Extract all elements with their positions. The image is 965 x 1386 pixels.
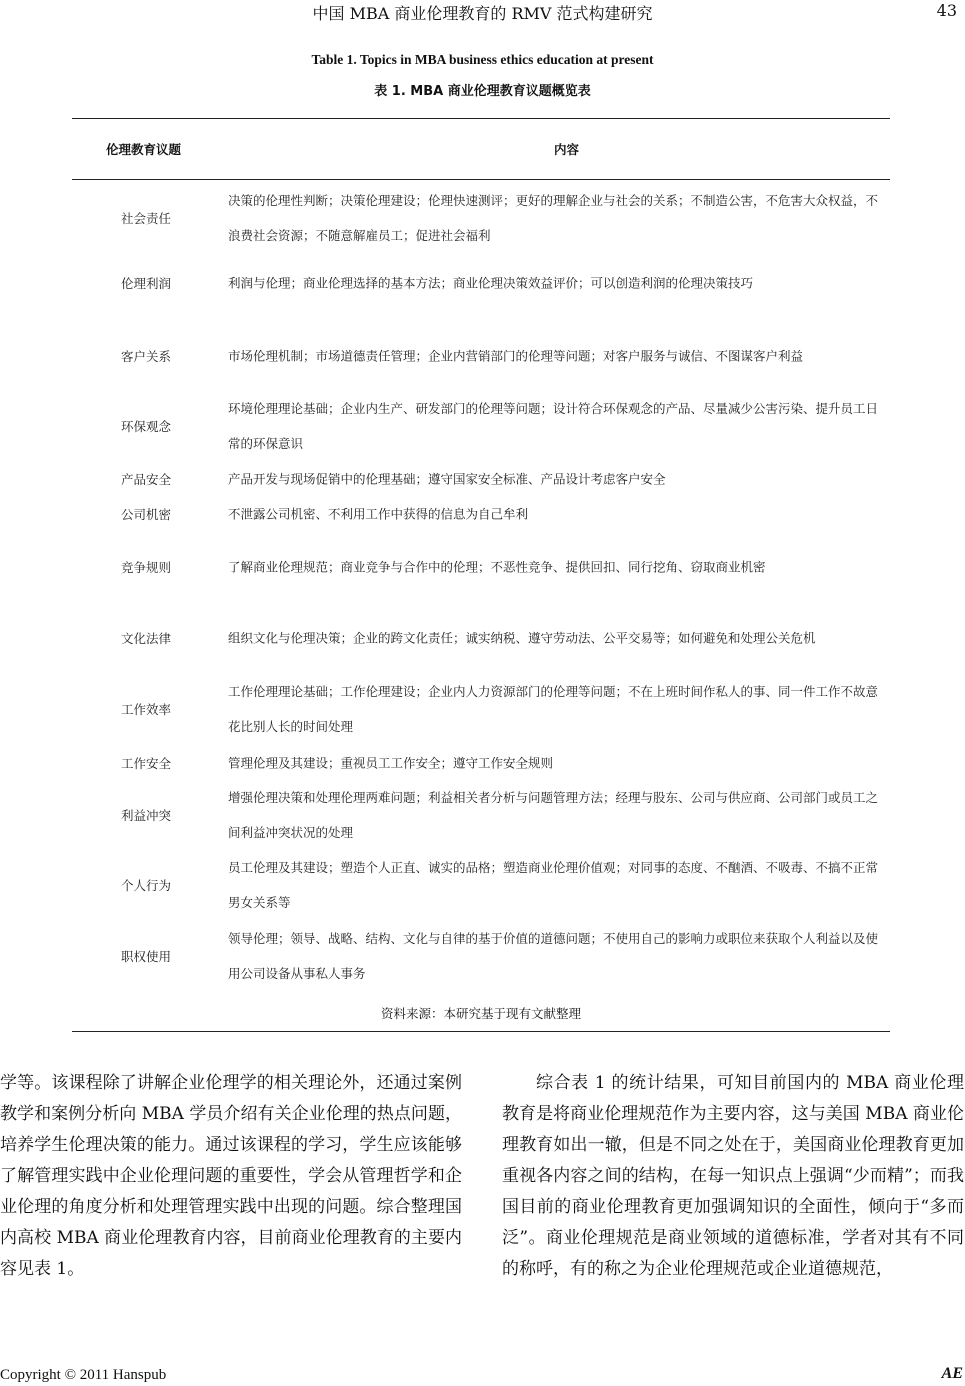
right-column-paragraph: 综合表 1 的统计结果，可知目前国内的 MBA 商业伦理教育是将商业伦理规范作为主要内容，这与美国 MBA 商业伦理教育如出一辙，但是不同之处在于，美国商业伦理教育更加重视各内容之间的结构，在每一知识点上强调“少而精”；而我国目前的商业伦理教育更加强调知识的全面性，倾向于“多而泛”。商业伦理规范是商业领域的道德标准，学者对其有不同的称呼，有的称之为企业伦理规范或企业道德规范， xyxy=(502,1073,964,1279)
content-cell: 了解商业伦理规范；商业竞争与合作中的伦理；不恶性竞争、提供回扣、同行挖角、窃取商业机密 xyxy=(228,559,766,575)
table-bottom-rule xyxy=(72,1031,890,1032)
table-row xyxy=(72,391,890,461)
table-row xyxy=(72,183,890,253)
content-cell: 市场伦理机制；市场道德责任管理；企业内营销部门的伦理等问题；对客户服务与诚信、不图谋客户利益 xyxy=(228,348,804,364)
table-header-rule xyxy=(72,179,890,180)
content-cell: 工作伦理理论基础；工作伦理建设；企业内人力资源部门的伦理等问题；不在上班时间作私人的事、同一件工作不故意花比别人长的时间处理 xyxy=(228,684,879,734)
page-number: 43 xyxy=(936,1,957,20)
header-topic: 伦理教育议题 xyxy=(106,142,182,157)
table-row xyxy=(72,921,890,991)
running-header xyxy=(0,0,965,26)
table-top-rule xyxy=(72,118,890,119)
table-row xyxy=(72,496,890,532)
topic-cell: 工作效率 xyxy=(120,702,171,717)
content-cell: 员工伦理及其建设；塑造个人正直、诚实的品格；塑造商业伦理价值观；对同事的态度、不酗酒、不吸毒、不搞不正常男女关系等 xyxy=(228,860,879,910)
topic-cell: 利益冲突 xyxy=(120,808,171,823)
content-cell: 利润与伦理；商业伦理选择的基本方法；商业伦理决策效益评价；可以创造利润的伦理决策技巧 xyxy=(228,275,754,291)
header-content: 内容 xyxy=(554,142,580,157)
content-cell: 不泄露公司机密、不利用工作中获得的信息为自己牟利 xyxy=(228,506,529,522)
topic-cell: 工作安全 xyxy=(120,755,171,771)
content-cell: 领导伦理；领导、战略、结构、文化与自律的基于价值的道德问题；不使用自己的影响力或职位来获取个人利益以及使用公司设备从事私人事务 xyxy=(228,931,879,981)
table-row xyxy=(72,850,890,920)
topic-cell: 产品安全 xyxy=(120,471,171,487)
footer-copyright: Copyright © 2011 Hanspub xyxy=(0,1367,167,1383)
running-title: 中国 MBA 商业伦理教育的 RMV 范式构建研究 xyxy=(312,4,653,23)
table-source-note: 资料来源：本研究基于现有文献整理 xyxy=(380,1006,581,1021)
table-row xyxy=(72,745,890,780)
table-row xyxy=(72,253,890,313)
topic-cell: 伦理利润 xyxy=(120,276,171,291)
content-cell: 环境伦理理论基础；企业内生产、研发部门的伦理等问题；设计符合环保观念的产品、尽量减少公害污染、提升员工日常的环保意识 xyxy=(228,401,879,451)
table-row xyxy=(72,603,890,673)
content-cell: 组织文化与伦理决策；企业的跨文化责任；诚实纳税、遵守劳动法、公平交易等；如何避免和处理公关危机 xyxy=(228,630,816,646)
topic-cell: 个人行为 xyxy=(120,878,171,893)
topic-cell: 职权使用 xyxy=(120,949,171,964)
topic-cell: 环保观念 xyxy=(120,419,171,434)
table-row xyxy=(72,539,890,595)
table-caption-en: Table 1. Topics in MBA business ethics education at present xyxy=(311,52,654,67)
table-row xyxy=(72,674,890,744)
content-cell: 产品开发与现场促销中的伦理基础；遵守国家安全标准、产品设计考虑客户安全 xyxy=(228,471,666,486)
topic-cell: 社会责任 xyxy=(120,211,171,226)
topic-cell: 公司机密 xyxy=(120,507,171,522)
content-cell: 管理伦理及其建设；重视员工工作安全；遵守工作安全规则 xyxy=(228,755,554,770)
topic-cell: 文化法律 xyxy=(120,631,171,646)
footer-journal-abbrev: AE xyxy=(941,1365,963,1382)
topic-cell: 竞争规则 xyxy=(120,560,171,575)
left-column-paragraph: 学等。该课程除了讲解企业伦理学的相关理论外，还通过案例教学和案例分析向 MBA 学员介绍有关企业伦理的热点问题，培养学生伦理决策的能力。通过该课程的学习，学生应该能够了解管理实践中企业伦理问题的重要性，学会从管理哲学和企业伦理的角度分析和处理管理实践中出现的问题。综合整理国内高校 MBA 商业伦理教育内容，目前商业伦理教育的主要内容见表 1。 xyxy=(0,1073,462,1279)
content-cell: 决策的伦理性判断；决策伦理建设；伦理快速测评；更好的理解企业与社会的关系；不制造公害，不危害大众权益，不浪费社会资源；不随意解雇员工；促进社会福利 xyxy=(228,193,879,243)
content-cell: 增强伦理决策和处理伦理两难问题；利益相关者分析与问题管理方法；经理与股东、公司与供应商、公司部门或员工之间利益冲突状况的处理 xyxy=(228,790,879,840)
topic-cell: 客户关系 xyxy=(120,349,171,364)
table-row xyxy=(72,780,890,850)
table-caption-zh: 表 1. MBA 商业伦理教育议题概览表 xyxy=(374,84,591,99)
table-row xyxy=(72,461,890,496)
table-row xyxy=(72,321,890,391)
